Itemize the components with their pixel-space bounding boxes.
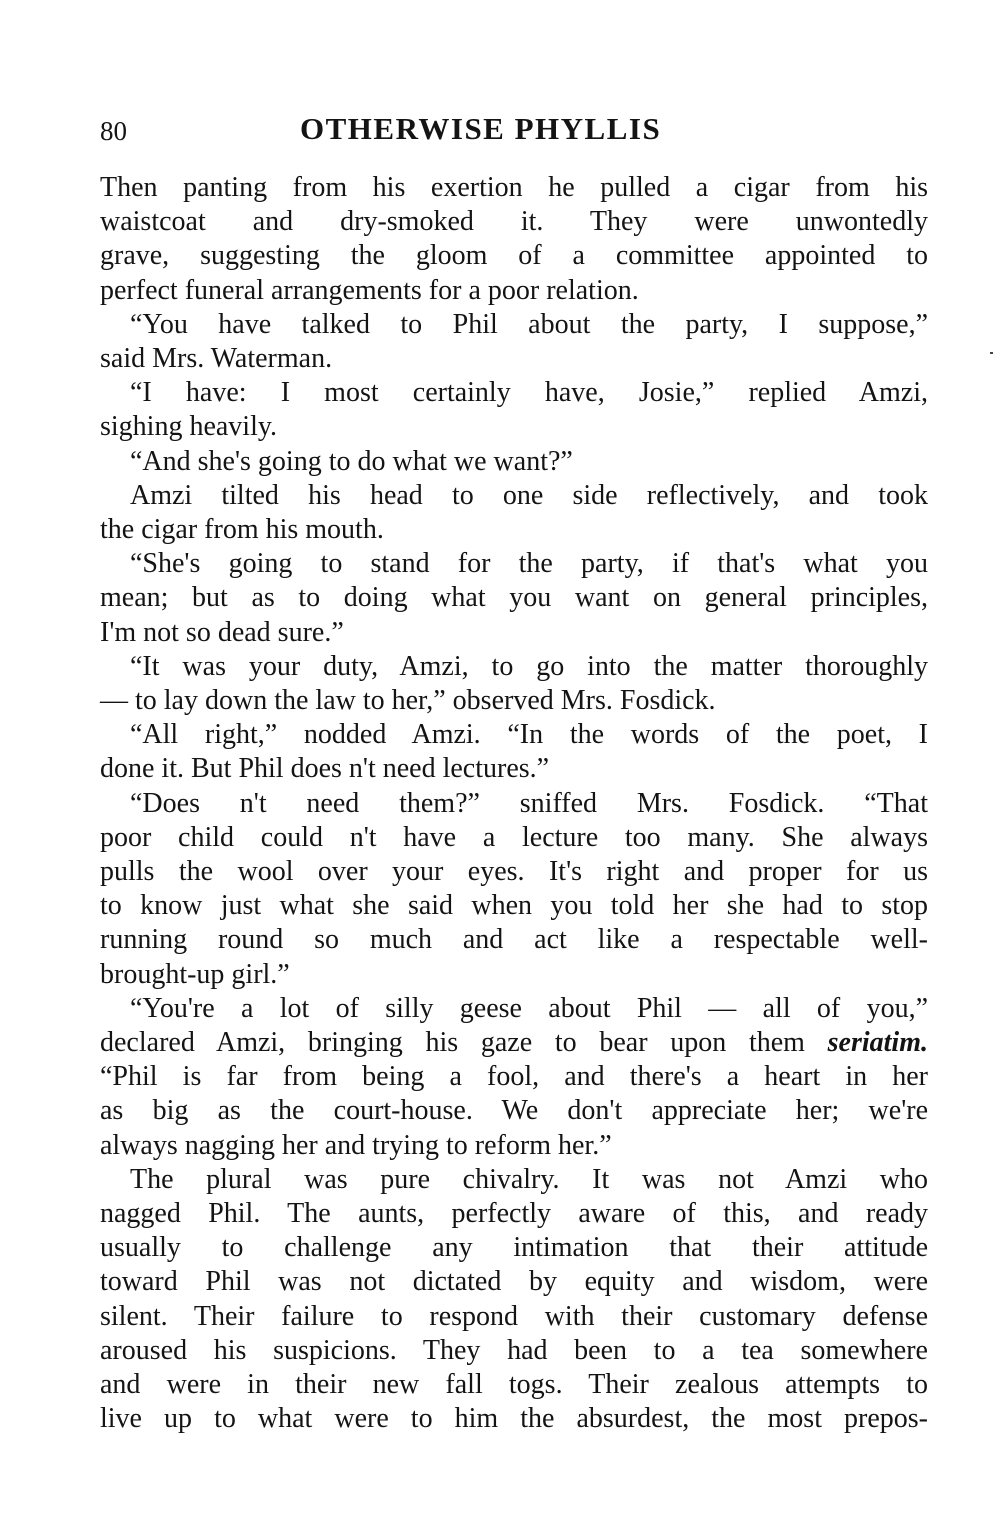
text-line-content: aroused his suspicions. They had been to a tea somewhere	[100, 1334, 928, 1366]
text-line-content: declared Amzi, bringing his gaze to bear upon them	[100, 1027, 828, 1058]
text-line-content: live up to what were to him the absurdest, the most prepos-	[100, 1403, 928, 1435]
text-line	[100, 752, 928, 786]
text-line	[100, 787, 928, 821]
text-line	[100, 718, 928, 752]
running-title: OTHERWISE PHYLLIS	[300, 111, 662, 146]
text-line	[100, 1300, 928, 1334]
text-line	[100, 239, 928, 273]
text-line	[100, 1026, 928, 1060]
text-line-content: “You have talked to Phil about the party, I suppose,”	[130, 308, 928, 340]
text-line	[100, 445, 928, 479]
text-line-content: “Does n't need them?” sniffed Mrs. Fosdick. “That	[130, 787, 928, 819]
text-line	[100, 1334, 928, 1368]
text-line	[100, 1060, 928, 1094]
text-line-content: The plural was pure chivalry. It was not Amzi who	[130, 1163, 928, 1195]
text-line	[100, 1368, 928, 1402]
text-line	[100, 205, 928, 239]
text-line	[100, 308, 928, 342]
text-line-content: — to lay down the law to her,” observed Mrs. Fosdick.	[100, 685, 716, 716]
text-line-content: perfect funeral arrangements for a poor relation.	[100, 274, 639, 306]
text-line-content: “It was your duty, Amzi, to go into the matter thoroughly	[130, 650, 928, 682]
text-line-content: Then panting from his exertion he pulled a cigar from his	[100, 172, 928, 203]
text-line	[100, 547, 928, 581]
text-line	[100, 1231, 928, 1265]
text-line-content: sighing heavily.	[100, 411, 278, 443]
text-line	[100, 1094, 928, 1128]
margin-mark	[990, 352, 993, 354]
text-line-content: I'm not so dead sure.”	[100, 616, 344, 648]
text-line-content: poor child could n't have a lecture too many. She always	[100, 821, 928, 853]
text-line	[100, 992, 928, 1026]
text-line	[100, 889, 928, 923]
text-line	[100, 376, 928, 410]
text-line-content: grave, suggesting the gloom of a committee appointed to	[100, 240, 928, 272]
text-line	[100, 1129, 928, 1163]
text-line	[100, 855, 928, 889]
text-line-content: toward Phil was not dictated by equity and wisdom, were	[100, 1266, 928, 1298]
text-line-content: Amzi tilted his head to one side reflectively, and took	[130, 479, 928, 511]
text-line	[100, 513, 928, 547]
text-line-content: usually to challenge any intimation that their attitude	[100, 1232, 928, 1264]
text-line-content: said Mrs. Waterman.	[100, 343, 333, 374]
text-line	[100, 821, 928, 855]
text-line-content: waistcoat and dry-smoked it. They were unwontedly	[100, 206, 928, 238]
text-line-content: “Phil is far from being a fool, and there's a heart in her	[100, 1061, 928, 1093]
text-line	[100, 616, 928, 650]
text-line-content: “You're a lot of silly geese about Phil — all of you,”	[130, 992, 928, 1024]
text-line	[100, 1402, 928, 1436]
text-line	[100, 1163, 928, 1197]
text-line	[100, 1197, 928, 1231]
text-line	[100, 958, 928, 992]
text-line-content: “And she's going to do what we want?”	[130, 445, 573, 477]
text-line-content: brought-up girl.”	[100, 958, 290, 990]
text-line-content: as big as the court-house. We don't appreciate her; we're	[100, 1095, 928, 1127]
text-line	[100, 410, 928, 444]
text-line	[100, 479, 928, 513]
text-line-content: running round so much and act like a respectable well-	[100, 924, 928, 956]
text-line-content: done it. But Phil does n't need lectures.”	[100, 753, 550, 785]
text-line-content: “All right,” nodded Amzi. “In the words of the poet, I	[130, 719, 928, 751]
text-line-content: and were in their new fall togs. Their zealous attempts to	[100, 1369, 928, 1400]
text-line-content: silent. Their failure to respond with their customary defense	[100, 1300, 928, 1332]
text-line-content: to know just what she said when you told her she had to stop	[100, 890, 928, 922]
text-line	[100, 274, 928, 308]
text-line-content: nagged Phil. The aunts, perfectly aware of this, and ready	[100, 1198, 928, 1229]
text-line-content: the cigar from his mouth.	[100, 514, 384, 545]
text-line	[100, 342, 928, 376]
text-line	[100, 650, 928, 684]
text-line-content: always nagging her and trying to reform her.”	[100, 1129, 612, 1161]
text-line-content: “I have: I most certainly have, Josie,” replied Amzi,	[130, 377, 928, 409]
text-line	[100, 1265, 928, 1299]
text-line	[100, 171, 928, 205]
text-line	[100, 923, 928, 957]
text-line	[100, 581, 928, 615]
page-number: 80	[100, 116, 127, 146]
text-line	[100, 684, 928, 718]
text-line-content: “She's going to stand for the party, if that's what you	[130, 548, 928, 580]
text-line-content: mean; but as to doing what you want on general principles,	[100, 582, 928, 614]
text-line-content: pulls the wool over your eyes. It's right and proper for us	[100, 856, 928, 887]
page-header	[100, 110, 925, 154]
italic-word: seriatim.	[827, 1027, 928, 1058]
